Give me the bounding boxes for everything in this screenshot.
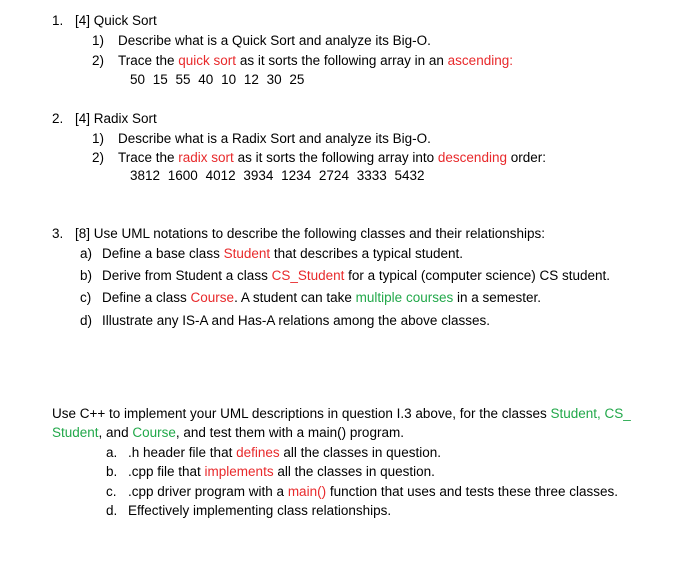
q1-array: 50 15 55 40 10 12 30 25 <box>130 72 305 87</box>
q3-heading <box>52 226 545 242</box>
q2-number: 2. <box>52 111 64 126</box>
q4-item-d: d. Effectively implementing class relationships. <box>106 503 392 518</box>
q1-number: 1. <box>52 13 64 28</box>
q1-item-1: 1) Describe what is a Quick Sort and analyze its Big-O. <box>92 33 431 48</box>
q2-array: 3812 1600 4012 3934 1234 2724 3333 5432 <box>130 168 425 183</box>
q3-item-c: c) Define a class Course. A student can take multiple courses in a semester. <box>80 290 542 305</box>
q3-item-d: d) Illustrate any IS-A and Has-A relations among the above classes. <box>80 313 490 328</box>
q1-heading <box>52 13 157 29</box>
q4-item-b: b. .cpp file that implements all the classes in question. <box>106 464 435 479</box>
q3-item-a: a) Define a base class Student that describes a typical student. <box>80 246 463 261</box>
q3-number: 3. <box>52 226 64 241</box>
q3-item-b: b) Derive from Student a class CS_Student for a typical (computer science) CS student. <box>80 268 611 283</box>
q3-title: [8] Use UML notations to describe the following classes and their relationships: <box>75 226 545 241</box>
q4-item-a: a. .h header file that defines all the classes in question. <box>106 445 441 460</box>
q1-title: [4] Quick Sort <box>75 13 157 28</box>
q4-item-c: c. .cpp driver program with a main() function that uses and tests these three classes. <box>106 484 618 499</box>
q2-heading <box>52 111 157 127</box>
q2-item-1: 1) Describe what is a Radix Sort and analyze its Big-O. <box>92 131 431 146</box>
q4-intro-line-2: Student, and Course, and test them with a main() program. <box>52 425 404 440</box>
q4-intro-line-1: Use C++ to implement your UML descriptions in question I.3 above, for the classes Student, CS_ <box>52 406 631 421</box>
q2-item-2: 2) Trace the radix sort as it sorts the following array into descending order: <box>92 150 546 165</box>
q1-item-2: 2) Trace the quick sort as it sorts the following array in an ascending: <box>92 53 513 68</box>
q2-title: [4] Radix Sort <box>75 111 157 126</box>
